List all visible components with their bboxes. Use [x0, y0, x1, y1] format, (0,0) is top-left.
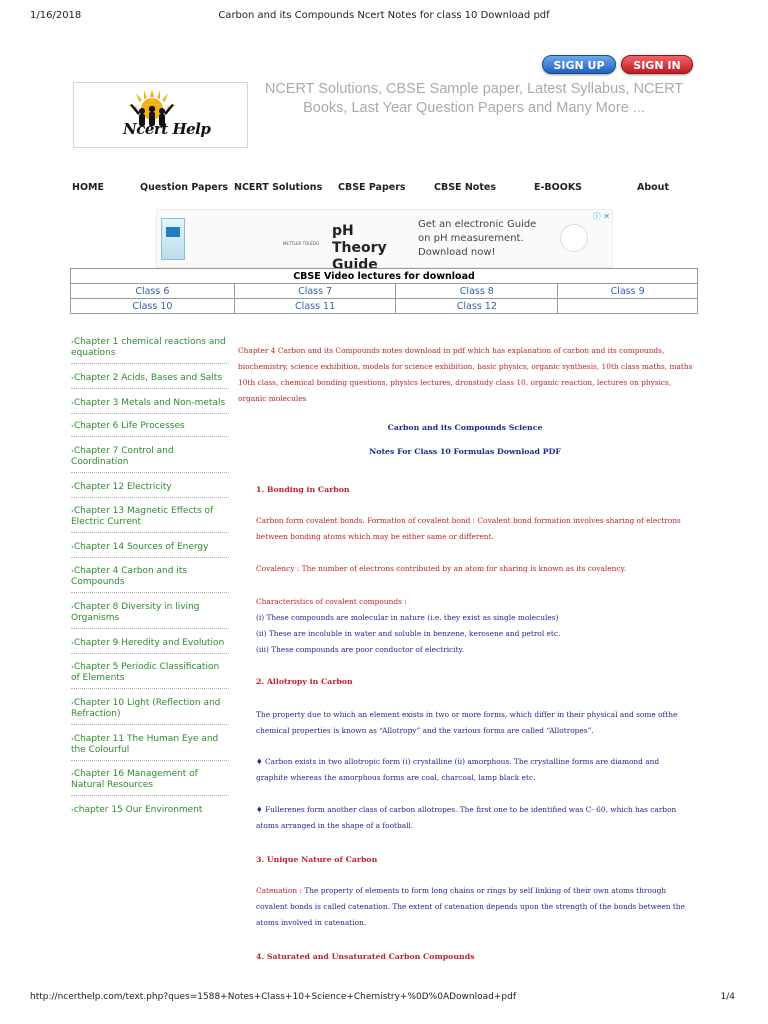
covalent-bond-text: Carbon form covalent bonds. Formation of covalent bond : Covalent bond formation involves sharing of electrons between bonding atoms which may be either same or different.	[256, 516, 681, 541]
ad-product-image	[161, 218, 185, 260]
sidebar-item-label: Chapter 14 Sources of Energy	[73, 542, 209, 552]
characteristics-title	[256, 594, 692, 610]
class-7-link[interactable]: Class 7	[234, 284, 396, 299]
sidebar-item-chapter-1[interactable]	[71, 337, 229, 364]
sign-up-button[interactable]: SIGN UP	[542, 55, 616, 74]
sidebar-item-chapter-7[interactable]	[71, 446, 229, 473]
sidebar-item-chapter-15[interactable]	[71, 805, 229, 820]
sidebar-item-label: Chapter 12 Electricity	[73, 482, 172, 492]
class-10-link[interactable]: Class 10	[71, 299, 235, 314]
print-footer	[0, 992, 768, 1006]
class-12-link[interactable]: Class 12	[396, 299, 558, 314]
sidebar-item-chapter-13[interactable]	[71, 506, 229, 533]
sidebar-item-chapter-11[interactable]	[71, 734, 229, 761]
sidebar-item-chapter-5[interactable]	[71, 662, 229, 689]
chevron-right-icon: ›	[71, 699, 74, 707]
site-logo[interactable]	[73, 82, 248, 148]
characteristic-3: (iii) These compounds are poor conductor of electricity.	[256, 645, 465, 654]
video-lectures-table	[70, 268, 698, 314]
sidebar-item-chapter-14[interactable]	[71, 542, 229, 558]
ad-arrow-button[interactable]	[560, 224, 588, 252]
sidebar-item-label: Chapter 2 Acids, Bases and Salts	[73, 373, 223, 383]
sidebar-item-label: Chapter 10 Light (Reflection and Refraction)	[71, 698, 221, 719]
section-1-title: 1. Bonding in Carbon	[256, 485, 350, 494]
nav-home[interactable]: HOME	[72, 182, 104, 193]
catenation-text: : The property of elements to form long chains or rings by self linking of their own atoms through covalent bonds is called catenation. The extent of catenation depends upon the strength of the bonds between the atoms involved in catenation.	[256, 886, 685, 927]
section-1-paragraph-1	[256, 513, 692, 545]
chevron-right-icon: ›	[71, 806, 74, 814]
nav-ebooks[interactable]: E-BOOKS	[534, 182, 583, 193]
nav-cbse-notes[interactable]: CBSE Notes	[434, 182, 496, 193]
nav-question-papers[interactable]: Question Papers	[140, 182, 229, 193]
print-url: http://ncerthelp.com/text.php?ques=1588+Notes+Class+10+Science+Chemistry+%0D%0ADownload+pdf	[30, 992, 516, 1002]
sidebar-item-label: Chapter 5 Periodic Classification of Elements	[71, 662, 220, 683]
empty-cell	[558, 299, 698, 314]
ad-title[interactable]: pH Theory Guide	[332, 223, 387, 273]
sidebar-item-chapter-4[interactable]	[71, 566, 229, 593]
sidebar-item-chapter-10[interactable]	[71, 698, 229, 725]
sidebar-item-label: Chapter 8 Diversity in living Organisms	[71, 602, 200, 623]
nav-ncert-solutions[interactable]: NCERT Solutions	[234, 182, 323, 193]
sidebar-item-chapter-2[interactable]	[71, 373, 229, 389]
chevron-right-icon: ›	[71, 639, 74, 647]
sidebar-item-label: Chapter 7 Control and Coordination	[71, 446, 174, 467]
sidebar-item-label: chapter 15 Our Environment	[73, 805, 203, 815]
section-2-paragraph-2: ♦ Carbon exists in two allotropic form (i) crystalline (ii) amorphous. The crystalline forms are diamond and graphite whereas the amorphous forms are coal, charcoal, lamp black etc.	[256, 757, 660, 782]
article-heading-1: Carbon and its Compounds Science	[387, 423, 543, 432]
main-nav	[0, 182, 768, 196]
sign-in-button[interactable]: SIGN IN	[621, 55, 693, 74]
characteristic-2: (ii) These are incoluble in water and soluble in benzene, kerosene and petrol etc.	[256, 629, 561, 638]
nav-cbse-papers[interactable]: CBSE Papers	[338, 182, 406, 193]
sidebar-item-chapter-12[interactable]	[71, 482, 229, 498]
chevron-right-icon: ›	[71, 422, 74, 430]
article-heading-2: Notes For Class 10 Formulas Download PDF	[369, 447, 561, 456]
sidebar-item-label: Chapter 3 Metals and Non-metals	[73, 398, 226, 408]
section-2-title: 2. Allotropy in Carbon	[256, 677, 353, 686]
ad-description: Get an electronic Guide on pH measurement. Download now!	[418, 219, 537, 258]
section-3-paragraph-1	[256, 883, 692, 931]
section-2-paragraph-1: The property due to which an element exists in two or more forms, which differ in their physical and some ofthe chemical properties is known as “Allotropy” and the various forms are called “Allotropes”.	[256, 710, 678, 735]
section-4-title: 4. Saturated and Unsaturated Carbon Compounds	[256, 952, 475, 961]
chevron-right-icon: ›	[71, 770, 74, 778]
video-table-header: CBSE Video lectures for download	[71, 269, 698, 284]
print-header	[0, 10, 768, 26]
sidebar-item-label: Chapter 16 Management of Natural Resources	[71, 769, 198, 790]
sidebar-item-chapter-8[interactable]	[71, 602, 229, 629]
print-date: 1/16/2018	[30, 10, 82, 21]
chevron-right-icon: ›	[71, 603, 74, 611]
intro-paragraph: Chapter 4 Carbon and its Compounds notes download in pdf which has explanation of carbon and its compounds, biochemistry, science exhibition, models for science exhibition, basic physics, organic synthesis, 10th class maths, maths 10th class, chemical bonding questions, physics lectures, dronstudy class 10, organic reaction, lectures on physics, organic molecules	[238, 346, 693, 403]
chevron-right-icon: ›	[71, 507, 74, 515]
print-page-number: 1/4	[720, 992, 735, 1002]
logo-text: Ncert Help	[123, 120, 211, 138]
characteristic-1: (i) These compounds are molecular in nature (i.e. they exist as single molecules)	[256, 613, 559, 622]
chevron-right-icon: ›	[71, 543, 74, 551]
sidebar-item-label: Chapter 11 The Human Eye and the Colourful	[71, 734, 219, 755]
chevron-right-icon: ›	[71, 483, 74, 491]
nav-about[interactable]: About	[637, 182, 669, 193]
chevron-right-icon: ›	[71, 399, 74, 407]
section-3-title: 3. Unique Nature of Carbon	[256, 855, 378, 864]
table-row	[71, 299, 698, 314]
catenation-term: Catenation	[256, 886, 298, 895]
covalency-text: Covalency : The number of electrons contributed by an atom for sharing is known as its covalency.	[256, 564, 627, 573]
sidebar-item-chapter-3[interactable]	[71, 398, 229, 414]
chevron-right-icon: ›	[71, 663, 74, 671]
class-6-link[interactable]: Class 6	[71, 284, 235, 299]
sidebar-item-label: Chapter 6 Life Processes	[73, 421, 185, 431]
chevron-right-icon: ›	[71, 374, 74, 382]
characteristics-title-text: Characteristics of covalent compounds :	[256, 597, 407, 606]
section-1-paragraph-2	[256, 561, 692, 577]
class-8-link[interactable]: Class 8	[396, 284, 558, 299]
table-row	[71, 284, 698, 299]
sidebar-item-chapter-9[interactable]	[71, 638, 229, 654]
print-title: Carbon and its Compounds Ncert Notes for class 10 Download pdf	[218, 10, 550, 21]
class-9-link[interactable]: Class 9	[558, 284, 698, 299]
sidebar-item-chapter-16[interactable]	[71, 769, 229, 796]
ad-close-icon[interactable]: ⓘ ✕	[592, 212, 610, 221]
chevron-right-icon: ›	[71, 567, 74, 575]
advertisement-banner[interactable]	[156, 209, 613, 273]
section-2-paragraph-3: ♦ Fullerenes form another class of carbon allotropes. The first one to be identified was C- 60, which has carbon atoms arranged in the shape of a football.	[256, 805, 677, 830]
sidebar-item-label: Chapter 9 Heredity and Evolution	[73, 638, 225, 648]
chevron-right-icon: ›	[71, 735, 74, 743]
sidebar-item-label: Chapter 1 chemical reactions and equations	[71, 337, 226, 358]
class-11-link[interactable]: Class 11	[234, 299, 396, 314]
sidebar-item-label: Chapter 4 Carbon and its Compounds	[71, 566, 188, 587]
chevron-right-icon: ›	[71, 447, 74, 455]
site-tagline: NCERT Solutions, CBSE Sample paper, Latest Syllabus, NCERT Books, Last Year Question Papers and Many More ...	[264, 81, 684, 116]
sidebar-item-label: Chapter 13 Magnetic Effects of Electric Current	[71, 506, 214, 527]
sidebar-item-chapter-6[interactable]	[71, 421, 229, 437]
chevron-right-icon: ›	[71, 338, 74, 346]
ad-brand: METTLER TOLEDO	[283, 241, 320, 246]
